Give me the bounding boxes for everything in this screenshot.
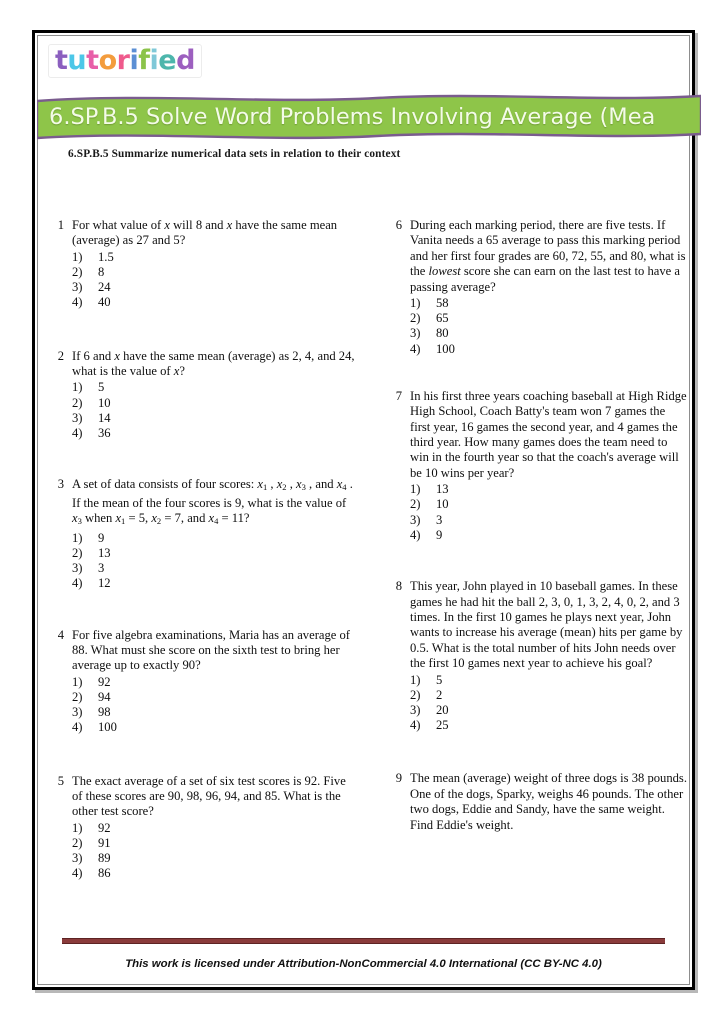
choice-label: 1)	[72, 820, 83, 835]
choice-text: 2	[436, 687, 443, 702]
question-stem: During each marking period, there are five tests. If Vanita needs a 65 average to pass this marking period and her first four grades are 60, 72, 55, and 80, what is the lowest score she can earn on the last test to have a passing average?	[410, 218, 686, 294]
answer-choice-2[interactable]	[72, 836, 356, 851]
question-column-right	[370, 218, 688, 882]
question-stem: If 6 and x have the same mean (average) as 2, 4, and 24, what is the value of x?	[72, 348, 355, 379]
logo-letter-4: r	[116, 45, 130, 76]
choice-label: 2)	[410, 687, 421, 702]
question-stem: For five algebra examinations, Maria has an average of 88. What must she score on the sixth test to bring her average up to exactly 90?	[72, 627, 350, 673]
answer-choice-3[interactable]	[72, 561, 356, 576]
answer-choice-3[interactable]	[72, 280, 356, 295]
answer-choice-1[interactable]	[72, 531, 356, 546]
choice-text: 36	[98, 426, 111, 441]
choice-label: 3)	[72, 280, 83, 295]
answer-choice-1[interactable]	[72, 821, 356, 836]
question-stem: The mean (average) weight of three dogs is 38 pounds. One of the dogs, Sparky, weighs 46 pounds. The other two dogs, Eddie and Sandy, have the same weight. Find Eddie's weight.	[410, 771, 687, 832]
choice-text: 13	[98, 545, 111, 560]
choice-label: 4)	[410, 718, 421, 733]
choice-text: 100	[98, 720, 117, 735]
choice-label: 4)	[72, 720, 83, 735]
choice-label: 1)	[410, 672, 421, 687]
choice-text: 89	[98, 851, 111, 866]
answer-choice-1[interactable]	[410, 673, 688, 688]
choice-label: 2)	[72, 545, 83, 560]
choice-text: 1.5	[98, 249, 114, 264]
question-number: 2	[57, 348, 64, 363]
question-9	[390, 771, 688, 833]
choice-label: 2)	[410, 311, 421, 326]
question-body	[72, 628, 356, 736]
choice-label: 1)	[410, 296, 421, 311]
question-column-left	[52, 218, 370, 882]
answer-choice-2[interactable]	[410, 311, 688, 326]
choice-text: 92	[98, 674, 111, 689]
worksheet-title: 6.SP.B.5 Solve Word Problems Involving Average (Mea	[49, 104, 656, 130]
answer-choices	[410, 673, 688, 734]
question-number: 4	[57, 627, 64, 642]
choice-text: 58	[436, 296, 449, 311]
question-4	[52, 628, 356, 736]
question-body	[72, 477, 356, 591]
choice-label: 2)	[410, 497, 421, 512]
tutorified-logo-text	[48, 44, 202, 78]
standard-description: 6.SP.B.5 Summarize numerical data sets in relation to their context	[68, 148, 401, 160]
question-stem: In his first three years coaching baseball at High Ridge High School, Coach Batty's team won 7 games the first year, 16 games the second year, and 4 games the third year. How many games does the team need to win in the fourth year so that the coach's average will be 10 wins per year?	[410, 388, 687, 480]
worksheet-page	[32, 30, 695, 990]
answer-choice-3[interactable]	[72, 851, 356, 866]
choice-text: 91	[98, 836, 111, 851]
question-number: 9	[395, 771, 402, 786]
answer-choices	[72, 821, 356, 882]
choice-label: 3)	[72, 705, 83, 720]
answer-choice-1[interactable]	[72, 675, 356, 690]
question-body	[72, 218, 356, 311]
answer-choice-3[interactable]	[410, 703, 688, 718]
answer-choice-3[interactable]	[410, 326, 688, 341]
footer-divider	[62, 938, 665, 944]
question-5	[52, 774, 356, 882]
answer-choice-2[interactable]	[72, 265, 356, 280]
logo-letter-5: i	[129, 45, 139, 76]
choice-label: 1)	[72, 249, 83, 264]
choice-text: 12	[98, 576, 111, 591]
answer-choice-4[interactable]	[410, 718, 688, 733]
question-body	[410, 218, 688, 357]
answer-choices	[410, 482, 688, 543]
choice-text: 94	[98, 689, 111, 704]
logo-letter-2: t	[86, 45, 99, 76]
choice-text: 14	[98, 410, 111, 425]
choice-text: 10	[436, 497, 449, 512]
choice-label: 3)	[72, 561, 83, 576]
question-stem: A set of data consists of four scores: $x_1$ , $x_2$ , $x_3$ , and $x_4$ . If the mean of the four scores is 9, what is the value of $x_3$ when $x_1 = 5$, $x_2 = 7$, and $x_4 = 11$?	[72, 477, 353, 527]
choice-text: 20	[436, 702, 449, 717]
choice-label: 4)	[410, 527, 421, 542]
answer-choices	[72, 250, 356, 311]
question-number: 3	[57, 477, 64, 492]
choice-label: 2)	[72, 689, 83, 704]
question-body	[410, 771, 688, 833]
brand-logo	[48, 44, 202, 88]
choice-text: 3	[98, 561, 105, 576]
answer-choice-4[interactable]	[72, 720, 356, 735]
choice-text: 80	[436, 326, 449, 341]
logo-letter-6: f	[138, 45, 150, 76]
logo-letter-1: u	[67, 45, 87, 76]
page-inner-border	[37, 35, 690, 985]
answer-choice-2[interactable]	[410, 688, 688, 703]
answer-choice-1[interactable]	[410, 482, 688, 497]
choice-label: 4)	[410, 341, 421, 356]
answer-choice-1[interactable]	[72, 250, 356, 265]
choice-text: 9	[98, 530, 105, 545]
answer-choices	[72, 380, 356, 441]
answer-choice-4[interactable]	[72, 866, 356, 881]
choice-label: 2)	[72, 265, 83, 280]
question-2	[52, 349, 356, 442]
license-footer: This work is licensed under Attribution-NonCommercial 4.0 International (CC BY-NC 4.0)	[125, 958, 602, 970]
answer-choice-2[interactable]	[410, 497, 688, 512]
question-stem: The exact average of a set of six test scores is 92. Five of these scores are 90, 98, 96, 94, and 85. What is the other test score?	[72, 773, 346, 819]
question-6	[390, 218, 688, 357]
choice-label: 1)	[410, 482, 421, 497]
answer-choice-3[interactable]	[410, 513, 688, 528]
choice-text: 10	[98, 395, 111, 410]
choice-label: 1)	[72, 380, 83, 395]
choice-label: 4)	[72, 426, 83, 441]
answer-choice-2[interactable]	[72, 690, 356, 705]
choice-label: 4)	[72, 866, 83, 881]
choice-text: 3	[436, 512, 443, 527]
choice-text: 86	[98, 866, 111, 881]
choice-text: 100	[436, 341, 455, 356]
choice-text: 40	[98, 295, 111, 310]
choice-label: 3)	[410, 702, 421, 717]
answer-choice-3[interactable]	[72, 705, 356, 720]
choice-label: 3)	[72, 410, 83, 425]
question-body	[410, 389, 688, 543]
choice-text: 25	[436, 718, 449, 733]
title-banner	[37, 92, 701, 142]
question-body	[410, 579, 688, 733]
logo-letter-8: e	[158, 45, 177, 76]
choice-text: 65	[436, 311, 449, 326]
choice-text: 24	[98, 280, 111, 295]
question-1	[52, 218, 356, 311]
question-number: 7	[395, 388, 402, 403]
logo-letter-3: o	[98, 45, 117, 76]
logo-letter-0: t	[55, 45, 68, 76]
logo-letter-7: i	[149, 45, 159, 76]
question-3	[52, 477, 356, 591]
choice-text: 98	[98, 705, 111, 720]
answer-choice-1[interactable]	[72, 380, 356, 395]
choice-label: 4)	[72, 576, 83, 591]
questions-container	[52, 218, 688, 882]
choice-text: 9	[436, 527, 443, 542]
answer-choice-1[interactable]	[410, 296, 688, 311]
question-8	[390, 579, 688, 733]
logo-letter-9: d	[176, 45, 195, 76]
answer-choice-4[interactable]	[72, 295, 356, 310]
question-stem: This year, John played in 10 baseball games. In these games he had hit the ball 2, 3, 0, 1, 3, 2, 4, 0, 2, and 3 times. In the first 10 games he plays next year, John wants to increase his average (mean) hits per game by 0.5. What is the total number of hits John needs over the first 10 games next year to achieve his goal?	[410, 579, 683, 671]
question-number: 1	[57, 218, 64, 232]
answer-choice-4[interactable]	[72, 576, 356, 591]
question-body	[72, 774, 356, 882]
answer-choice-4[interactable]	[410, 342, 688, 357]
question-number: 8	[395, 579, 402, 594]
choice-label: 3)	[410, 512, 421, 527]
question-stem: For what value of x will 8 and x have the same mean (average) as 27 and 5?	[72, 218, 338, 248]
answer-choice-4[interactable]	[410, 528, 688, 543]
choice-text: 8	[98, 265, 105, 280]
question-body	[72, 349, 356, 442]
choice-label: 2)	[72, 836, 83, 851]
choice-text: 92	[98, 820, 111, 835]
answer-choices	[410, 296, 688, 357]
choice-label: 4)	[72, 295, 83, 310]
choice-text: 13	[436, 482, 449, 497]
question-7	[390, 389, 688, 543]
choice-label: 2)	[72, 395, 83, 410]
choice-label: 1)	[72, 674, 83, 689]
answer-choice-3[interactable]	[72, 411, 356, 426]
answer-choice-2[interactable]	[72, 396, 356, 411]
choice-text: 5	[436, 672, 443, 687]
answer-choice-4[interactable]	[72, 426, 356, 441]
answer-choices	[72, 531, 356, 592]
question-number: 5	[57, 773, 64, 788]
choice-label: 1)	[72, 530, 83, 545]
answer-choice-2[interactable]	[72, 546, 356, 561]
choice-label: 3)	[72, 851, 83, 866]
answer-choices	[72, 675, 356, 736]
choice-label: 3)	[410, 326, 421, 341]
choice-text: 5	[98, 380, 105, 395]
question-number: 6	[395, 218, 402, 232]
